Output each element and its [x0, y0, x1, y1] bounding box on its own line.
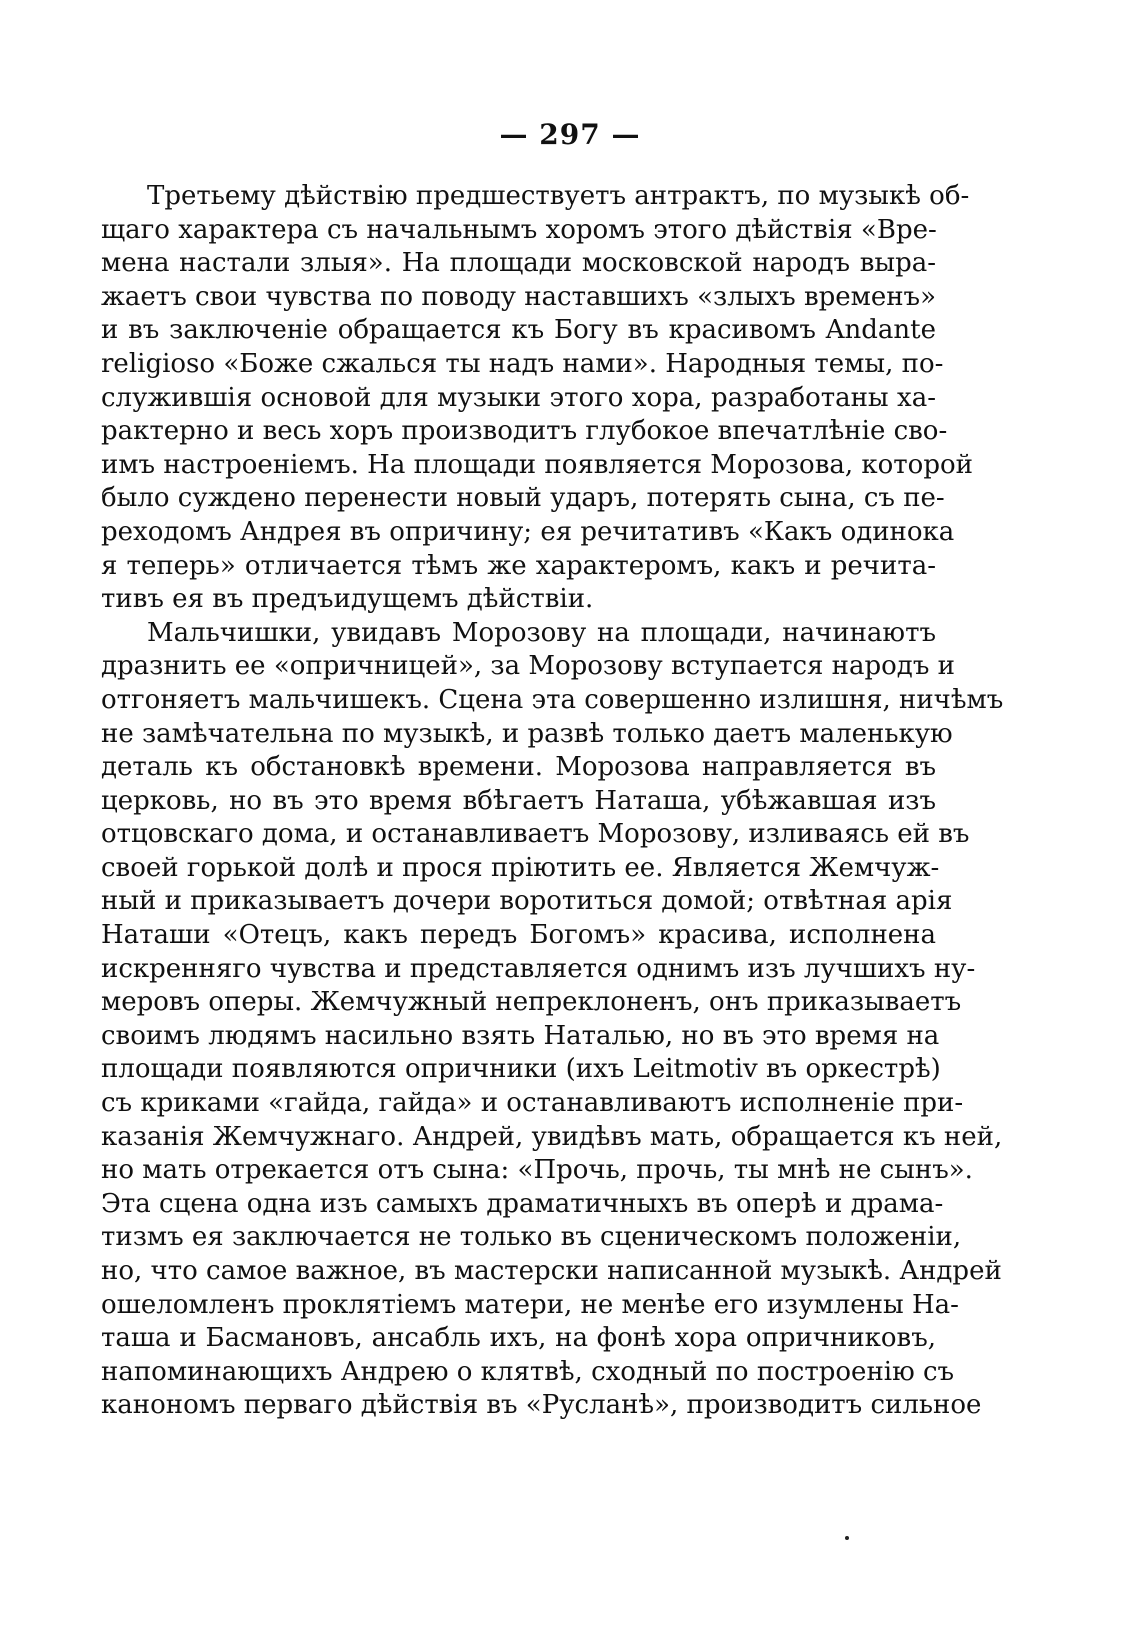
text-line: имъ настроеніемъ. На площади появляется Морозова, которой — [101, 449, 973, 480]
text-line: меровъ оперы. Жемчужный непреклоненъ, онъ приказываетъ — [101, 987, 962, 1018]
text-line: religioso «Боже сжалься ты надъ нами». Народныя темы, по- — [101, 348, 944, 379]
text-line: дразнить ее «опричницей», за Морозову вступается народъ и — [101, 651, 955, 682]
text-line: отгоняетъ мальчишекъ. Сцена эта совершенно излишня, ничѣмъ — [101, 684, 1004, 715]
text-line: и въ заключеніе обращается къ Богу въ красивомъ Andante — [101, 315, 936, 346]
text-line: деталь къ обстановкѣ времени. Морозова направляется въ — [101, 752, 936, 783]
text-line: жаетъ свои чувства по поводу наставшихъ «злыхъ временъ» — [101, 281, 936, 312]
text-line: реходомъ Андрея въ опричину; ея речитативъ «Какъ одинока — [101, 516, 955, 547]
body-text — [101, 180, 1004, 1423]
text-line: Наташи «Отецъ, какъ передъ Богомъ» красива, исполнена — [101, 920, 936, 951]
text-line: таша и Басмановъ, ансабль ихъ, на фонѣ хора опричниковъ, — [101, 1323, 936, 1354]
text-line: Эта сцена одна изъ самыхъ драматичныхъ въ оперѣ и драма- — [101, 1188, 944, 1219]
text-line: своимъ людямъ насильно взять Наталью, но въ это время на — [101, 1020, 940, 1051]
text-line: напоминающихъ Андрею о клятвѣ, сходный по построенію съ — [101, 1356, 955, 1387]
text-line: церковь, но въ это время вбѣгаетъ Наташа, убѣжавшая изъ — [101, 785, 936, 816]
text-line: казанія Жемчужнаго. Андрей, увидѣвъ мать, обращается къ ней, — [101, 1121, 1003, 1152]
print-speck — [845, 1536, 849, 1540]
text-line: не замѣчательна по музыкѣ, и развѣ только даетъ маленькую — [101, 718, 953, 749]
text-line: тивъ ея въ предъидущемъ дѣйствіи. — [101, 584, 594, 615]
text-line: Мальчишки, увидавъ Морозову на площади, начинаютъ — [147, 617, 936, 648]
text-line: ошеломленъ проклятіемъ матери, не менѣе его изумлены На- — [101, 1289, 959, 1320]
text-line: но мать отрекается отъ сына: «Прочь, прочь, ты мнѣ не сынъ». — [101, 1155, 973, 1186]
text-line: отцовскаго дома, и останавливаетъ Морозову, изливаясь ей въ — [101, 819, 970, 850]
page-number: — 297 — — [499, 118, 641, 151]
text-line: рактерно и весь хоръ производитъ глубокое впечатлѣніе сво- — [101, 416, 948, 447]
text-line: служившія основой для музыки этого хора, разработаны ха- — [101, 382, 936, 413]
text-line: щаго характера съ начальнымъ хоромъ этого дѣйствія «Вре- — [101, 214, 937, 245]
text-line: ный и приказываетъ дочери воротиться домой; отвѣтная арія — [101, 886, 953, 917]
text-line: тизмъ ея заключается не только въ сценическомъ положеніи, — [101, 1222, 962, 1253]
text-line: канономъ перваго дѣйствія въ «Русланѣ», производитъ сильное — [101, 1390, 982, 1421]
text-line: площади появляются опричники (ихъ Leitmotiv въ оркестрѣ) — [101, 1054, 941, 1085]
text-line: Третьему дѣйствію предшествуетъ антрактъ, по музыкѣ об- — [147, 181, 970, 211]
text-line: было суждено перенести новый ударъ, потерять сына, съ пе- — [101, 483, 945, 514]
text-line: я теперь» отличается тѣмъ же характеромъ, какъ и речита- — [101, 550, 936, 581]
text-line: своей горькой долѣ и прося пріютить ее. Является Жемчуж- — [101, 852, 940, 883]
text-line: искренняго чувства и представляется однимъ изъ лучшихъ ну- — [101, 953, 976, 984]
text-line: но, что самое важное, въ мастерски написанной музыкѣ. Андрей — [101, 1256, 1002, 1286]
text-line: мена настали злыя». На площади московской народъ выра- — [101, 248, 936, 279]
text-line: съ криками «гайда, гайда» и останавливаютъ исполненіе при- — [101, 1088, 964, 1119]
